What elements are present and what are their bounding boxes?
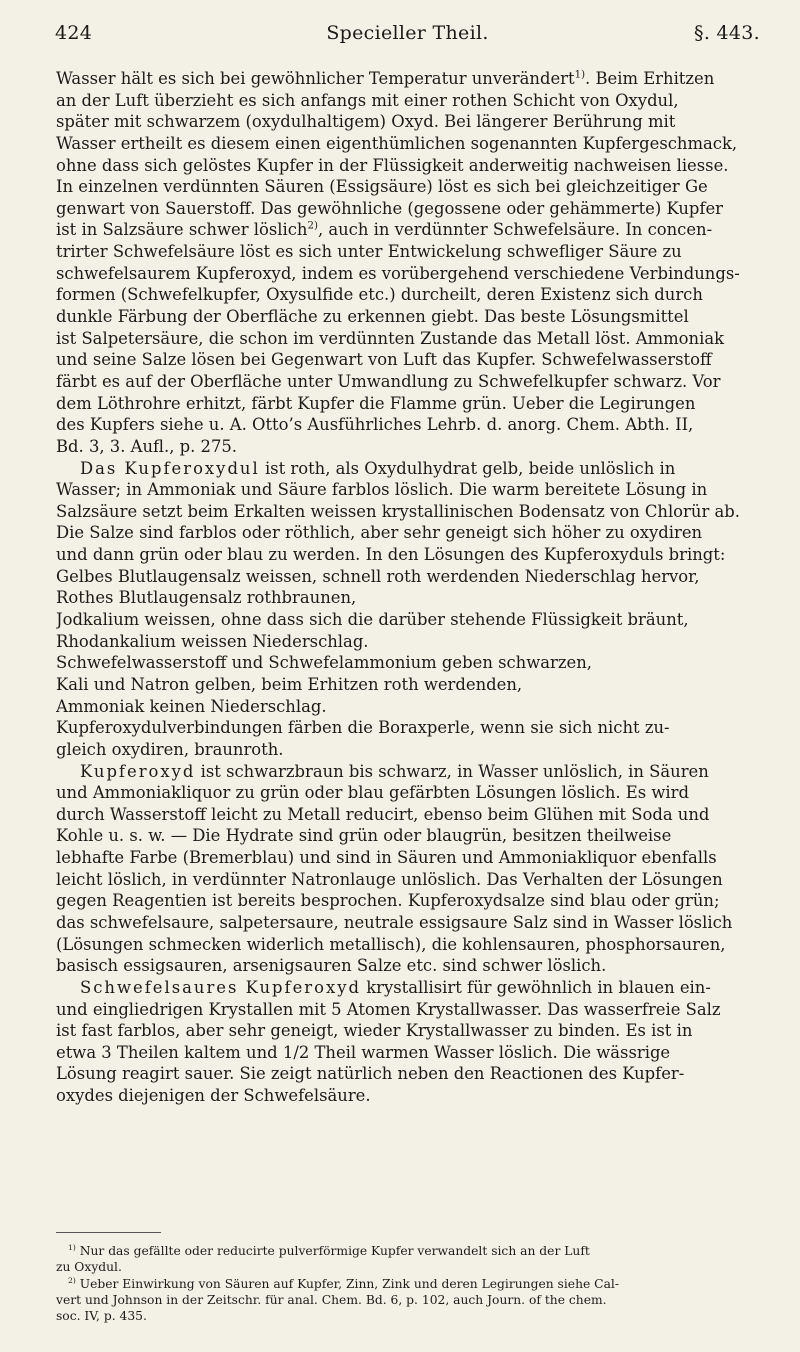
text-line: Salzsäure setzt beim Erkalten weissen krystallinischen Bodensatz von Chlorür ab.	[56, 501, 740, 521]
text-line: ohne dass sich gelöstes Kupfer in der Flüssigkeit anderweitig nachweisen liesse.	[56, 155, 729, 175]
text-line: Ammoniak keinen Niederschlag.	[56, 696, 327, 716]
text-line: Schwefelsaures Kupferoxyd krystallisirt für gewöhnlich in blauen ein-	[80, 977, 711, 997]
text-line: das schwefelsaure, salpetersaure, neutrale essigsaure Salz sind in Wasser löslich	[56, 912, 733, 932]
text-line: Die Salze sind farblos oder röthlich, aber sehr geneigt sich höher zu oxydiren	[56, 523, 703, 543]
footnote: $^{2)}$ Ueber Einwirkung von Säuren auf Kupfer, Zinn, Zink und deren Legirungen siehe Cal-	[68, 1275, 620, 1291]
text-line: Lösung reagirt sauer. Sie zeigt natürlich neben den Reactionen des Kupfer-	[56, 1064, 685, 1084]
text-line: Wasser; in Ammoniak und Säure farblos löslich. Die warm bereitete Lösung in	[56, 480, 708, 500]
text-line: und Ammoniakliquor zu grün oder blau gefärbten Lösungen löslich. Es wird	[56, 783, 689, 803]
text-line: Kohle u. s. w. — Die Hydrate sind grün oder blaugrün, besitzen theilweise	[56, 826, 672, 846]
text-line: Wasser hält es sich bei gewöhnlicher Temperatur unverändert$^{1)}$. Beim Erhitzen	[56, 69, 715, 88]
text-line: färbt es auf der Oberfläche unter Umwandlung zu Schwefelkupfer schwarz. Vor	[56, 371, 721, 391]
text-line: ist Salpetersäure, die schon im verdünnten Zustande das Metall löst. Ammoniak	[56, 328, 725, 348]
text-line: leicht löslich, in verdünnter Natronlauge unlöslich. Das Verhalten der Lösungen	[56, 869, 723, 889]
text-line: und dann grün oder blau zu werden. In den Lösungen des Kupferoxyduls bringt:	[56, 545, 726, 565]
text-line: an der Luft überzieht es sich anfangs mit einer rothen Schicht von Oxydul,	[56, 90, 679, 110]
text-line: und eingliedrigen Krystallen mit 5 Atomen Krystallwasser. Das wasserfreie Salz	[56, 999, 721, 1019]
text-line: Rothes Blutlaugensalz rothbraunen,	[56, 588, 357, 608]
page-number: 424	[55, 22, 93, 44]
text-line: formen (Schwefelkupfer, Oxysulfide etc.) durcheilt, deren Existenz sich durch	[56, 285, 703, 305]
running-title: Specieller Theil.	[326, 22, 489, 44]
footnote-rule	[56, 1232, 161, 1233]
footnote-ref: 1)	[574, 69, 586, 81]
section-number: §. 443.	[694, 22, 760, 44]
footnote-ref: 2)	[307, 221, 318, 233]
text-line: genwart von Sauerstoff. Das gewöhnliche (gegossene oder gehämmerte) Kupfer	[56, 198, 723, 218]
subject-heading: Kupferoxyd	[80, 761, 196, 781]
text-line: lebhafte Farbe (Bremerblau) und sind in Säuren und Ammoniakliquor ebenfalls	[56, 848, 717, 868]
text-line: Gelbes Blutlaugensalz weissen, schnell roth werdenden Niederschlag hervor,	[56, 566, 700, 586]
text-line: Schwefelwasserstoff und Schwefelammonium geben schwarzen,	[56, 653, 592, 673]
text-line: (Lösungen schmecken widerlich metallisch), die kohlensauren, phosphorsauren,	[56, 934, 726, 954]
text-line: ist fast farblos, aber sehr geneigt, wieder Krystallwasser zu binden. Es ist in	[56, 1021, 693, 1041]
text-line: des Kupfers siehe u. A. Otto’s Ausführliches Lehrb. d. anorg. Chem. Abth. II,	[56, 415, 694, 435]
text-line: Kupferoxydulverbindungen färben die Boraxperle, wenn sie sich nicht zu-	[56, 718, 670, 738]
text-line: und seine Salze lösen bei Gegenwart von Luft das Kupfer. Schwefelwasserstoff	[56, 350, 712, 370]
body-text	[56, 68, 758, 1107]
footnote-line: vert und Johnson in der Zeitschr. für anal. Chem. Bd. 6, p. 102, auch Journ. of the chem.	[56, 1292, 607, 1307]
text-line: später mit schwarzem (oxydulhaltigem) Oxyd. Bei längerer Berührung mit	[56, 112, 676, 132]
text-line: dunkle Färbung der Oberfläche zu erkennen giebt. Das beste Lösungsmittel	[56, 307, 689, 327]
text-line: Wasser ertheilt es diesem einen eigenthümlichen sogenannten Kupfergeschmack,	[56, 133, 738, 153]
footnote-line: soc. IV, p. 435.	[56, 1309, 147, 1324]
text-line: Jodkalium weissen, ohne dass sich die darüber stehende Flüssigkeit bräunt,	[56, 610, 689, 630]
text-line: Das Kupferoxydul ist roth, als Oxydulhydrat gelb, beide unlöslich in	[80, 458, 676, 478]
fraction: 1/2	[282, 1042, 310, 1062]
text-line: Kupferoxyd ist schwarzbraun bis schwarz, in Wasser unlöslich, in Säuren	[80, 761, 709, 781]
text-line: durch Wasserstoff leicht zu Metall reducirt, ebenso beim Glühen mit Soda und	[56, 804, 710, 824]
subject-heading: Schwefelsaures Kupferoxyd	[80, 977, 361, 997]
text-line: gleich oxydiren, braunroth.	[56, 739, 284, 759]
text-line: etwa 3 Theilen kaltem und 1/2 Theil warmen Wasser löslich. Die wässrige	[56, 1042, 671, 1062]
footnote-mark: 1)	[68, 1243, 76, 1252]
running-header	[55, 22, 760, 52]
text-line: basisch essigsauren, arsenigsauren Salze etc. sind schwer löslich.	[56, 956, 607, 976]
text-line: Kali und Natron gelben, beim Erhitzen roth werdenden,	[56, 674, 523, 694]
text-line: gegen Reagentien ist bereits besprochen. Kupferoxydsalze sind blau oder grün;	[56, 891, 720, 911]
footnote-line: zu Oxydul.	[56, 1260, 122, 1275]
footnotes	[56, 1243, 758, 1324]
text-line: Bd. 3, 3. Aufl., p. 275.	[56, 436, 238, 456]
text-line: In einzelnen verdünnten Säuren (Essigsäure) löst es sich bei gleichzeitiger Ge	[56, 177, 708, 197]
text-line: ist in Salzsäure schwer löslich$^{2)}$, auch in verdünnter Schwefelsäure. In concen-	[56, 220, 713, 240]
text-line: dem Löthrohre erhitzt, färbt Kupfer die Flamme grün. Ueber die Legirungen	[56, 393, 696, 413]
text-line: trirter Schwefelsäure löst es sich unter Entwickelung schwefliger Säure zu	[56, 242, 682, 262]
text-line: oxydes diejenigen der Schwefelsäure.	[56, 1086, 371, 1106]
text-line: Rhodankalium weissen Niederschlag.	[56, 631, 369, 651]
subject-heading: Das Kupferoxydul	[80, 458, 260, 478]
text-line: schwefelsaurem Kupferoxyd, indem es vorübergehend verschiedene Verbindungs-	[56, 263, 740, 283]
footnote-mark: 2)	[68, 1275, 76, 1285]
footnote: $^{1)}$ Nur das gefällte oder reducirte pulverförmige Kupfer verwandelt sich an der Luft	[68, 1243, 590, 1258]
